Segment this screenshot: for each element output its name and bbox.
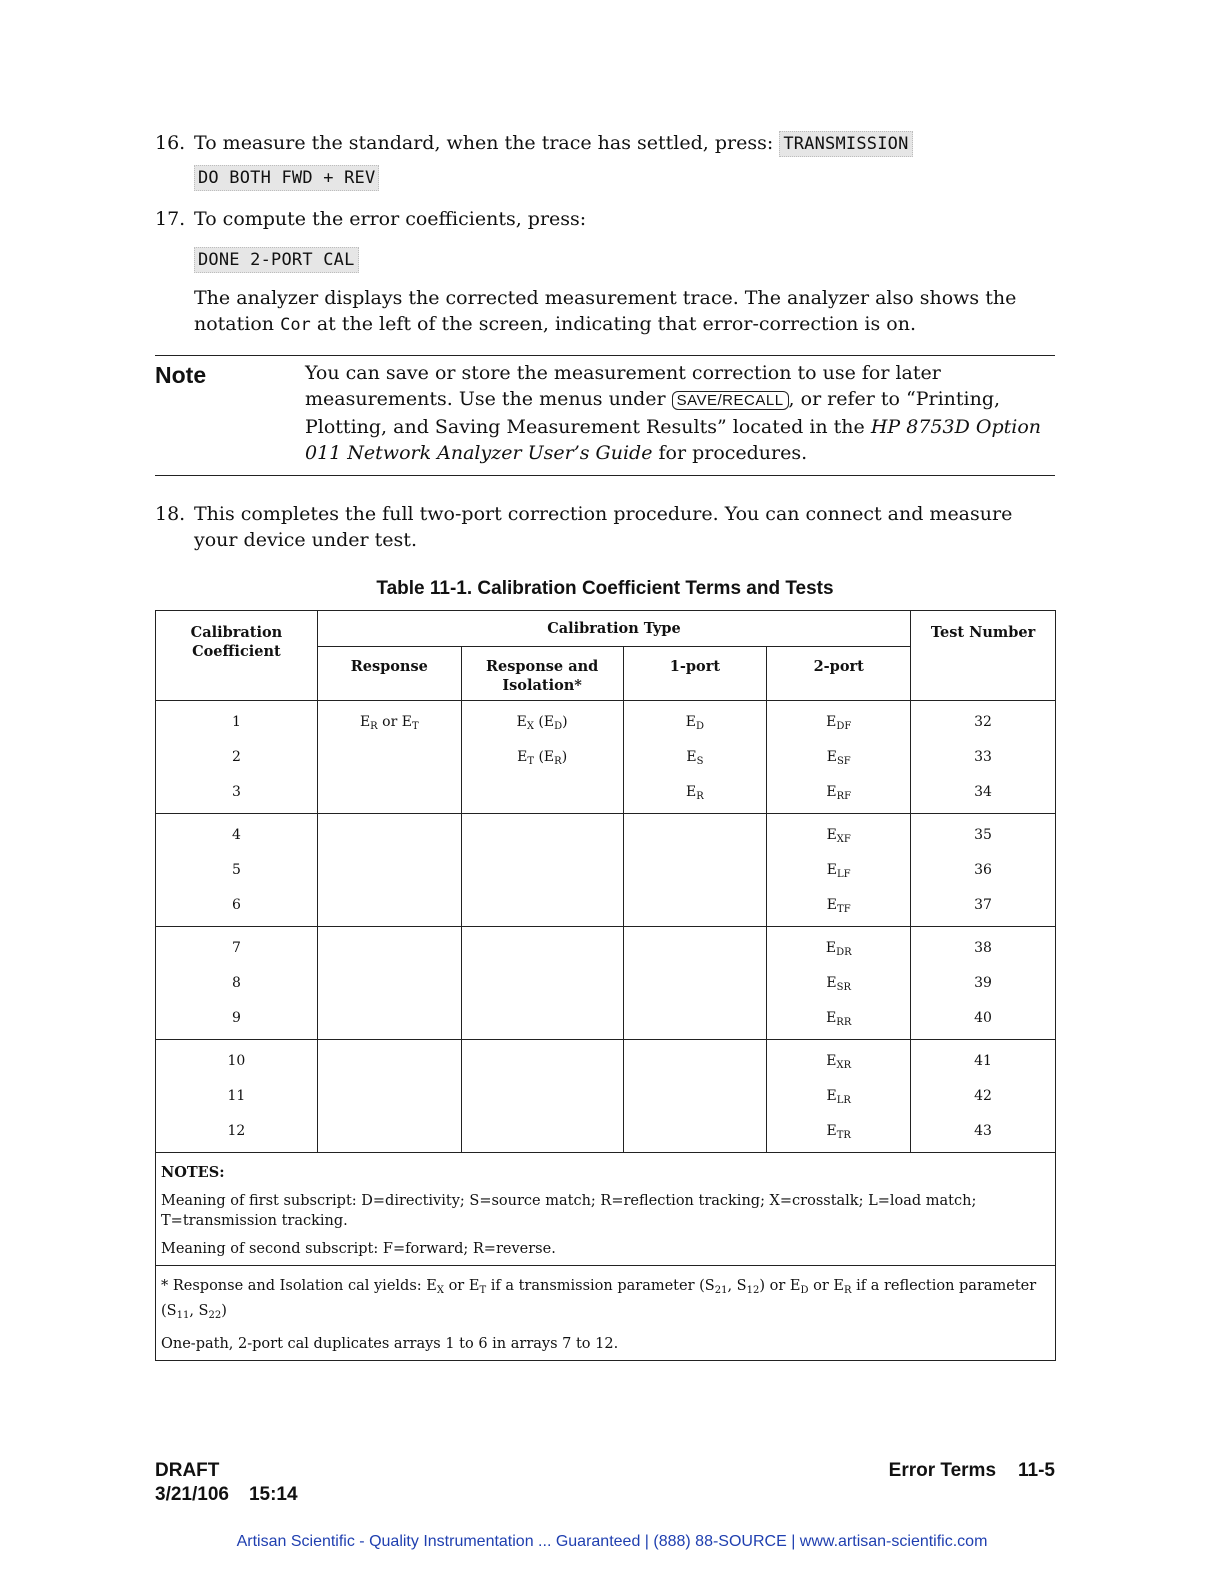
table-cell-line xyxy=(318,934,461,969)
table-cell-line: $E_{DF}$ xyxy=(826,714,852,732)
table-cell-line xyxy=(462,1117,623,1152)
cell-test-number xyxy=(911,814,1056,927)
cell-test-number xyxy=(911,927,1056,1040)
cell-coefficient xyxy=(156,814,318,927)
table-cell-line xyxy=(462,856,623,891)
step-17-paragraph: The analyzer displays the corrected measurement trace. The analyzer also shows the notation Cor at the left of the screen, indicating that error-correction is on. xyxy=(194,287,1017,335)
table-cell-line: $E_X$ $(E_D)$ xyxy=(516,714,568,732)
table-cell-line xyxy=(462,1082,623,1117)
step-number: 17. xyxy=(155,208,186,230)
cell-1-port xyxy=(623,701,767,814)
table-cell-line: 11 xyxy=(227,1088,246,1104)
step-text: To compute the error coefficients, press: xyxy=(194,208,587,230)
table-cell-line xyxy=(624,1004,767,1039)
note-text: You can save or store the measurement correction to use for later measurements. Use the menus under SAVE/RECALL , or refer to “Printing, Plotting, and Saving Measurement Results” located in the HP 8753D Option 011 Network Analyzer User’s Guide for procedures. xyxy=(305,362,1041,464)
table-cell-line: 39 xyxy=(974,975,992,991)
cell-response-isolation xyxy=(461,927,623,1040)
table-footnotes xyxy=(156,1266,1056,1361)
note-label: Note xyxy=(155,362,207,388)
header-response: Response xyxy=(317,647,461,701)
cell-test-number xyxy=(911,701,1056,814)
artisan-banner[interactable]: Artisan Scientific - Quality Instrumentation ... Guaranteed | (888) 88-SOURCE | www.artisan-scientific.com xyxy=(236,1533,988,1550)
table-cell-line: 4 xyxy=(231,827,241,843)
table-notes xyxy=(156,1153,1056,1266)
table-cell-line: 6 xyxy=(231,897,241,913)
table-cell-line: 37 xyxy=(974,897,992,913)
note-second-subscript: Meaning of second subscript: F=forward; R=reverse. xyxy=(161,1241,556,1257)
table-row-group xyxy=(156,814,1056,927)
table-cell-line xyxy=(318,891,461,926)
table-cell-line xyxy=(624,1082,767,1117)
table-cell-line xyxy=(318,821,461,856)
table-cell-line: 36 xyxy=(974,862,992,878)
table-cell-line xyxy=(318,969,461,1004)
table-cell-line xyxy=(318,856,461,891)
table-cell-line: 2 xyxy=(231,749,241,765)
table-cell-line xyxy=(318,778,461,813)
cell-response xyxy=(317,814,461,927)
table-cell-line: 43 xyxy=(974,1123,992,1139)
table-cell-line: $E_{TR}$ xyxy=(826,1123,851,1141)
header-response-isolation: Response and Isolation* xyxy=(461,647,623,701)
section-title: Error Terms xyxy=(888,1460,997,1481)
table-cell-line xyxy=(462,1047,623,1082)
footer-date: 3/21/106 xyxy=(155,1484,229,1505)
cor-notation: Cor xyxy=(280,315,311,335)
table-cell-line: $E_R$ xyxy=(686,784,704,802)
table-cell-line: $E_{SR}$ xyxy=(826,975,852,993)
table-cell-line: 9 xyxy=(231,1010,241,1026)
step-number: 18. xyxy=(155,503,186,525)
save-recall-hardkey[interactable]: SAVE/RECALL xyxy=(672,391,789,410)
table-cell-line xyxy=(624,856,767,891)
table-cell-line: $E_{LR}$ xyxy=(826,1088,851,1106)
cell-coefficient xyxy=(156,927,318,1040)
cell-coefficient xyxy=(156,701,318,814)
done-2-port-cal-key[interactable]: DONE 2-PORT CAL xyxy=(194,247,359,273)
table-cell-line: $E_{TF}$ xyxy=(826,897,851,915)
table-cell-line: 5 xyxy=(231,862,241,878)
cell-response-isolation xyxy=(461,701,623,814)
step-text: To measure the standard, when the trace has settled, press: xyxy=(194,132,774,154)
cell-response-isolation xyxy=(461,1040,623,1153)
cell-response xyxy=(317,1040,461,1153)
table-cell-line xyxy=(318,1082,461,1117)
cell-response xyxy=(317,927,461,1040)
cell-coefficient xyxy=(156,1040,318,1153)
table-cell-line: $E_{LF}$ xyxy=(826,862,851,880)
table-cell-line xyxy=(462,934,623,969)
table-cell-line: 35 xyxy=(974,827,992,843)
table-cell-line xyxy=(624,821,767,856)
cell-test-number xyxy=(911,1040,1056,1153)
table-cell-line xyxy=(624,891,767,926)
step-text: This completes the full two-port correction procedure. You can connect and measure your device under test. xyxy=(194,503,1013,551)
table-row-group xyxy=(156,927,1056,1040)
table-cell-line xyxy=(318,743,461,778)
footer-draft: DRAFT 3/21/106 15:14 xyxy=(155,1460,298,1505)
table-cell-line xyxy=(318,1047,461,1082)
cell-response-isolation xyxy=(461,814,623,927)
table-row-group xyxy=(156,701,1056,814)
note-top-rule xyxy=(155,355,1055,356)
table-cell-line: $E_{XR}$ xyxy=(826,1053,852,1071)
footer-section xyxy=(889,1459,1055,1483)
header-2-port: 2-port xyxy=(767,647,911,701)
table-cell-line xyxy=(624,1047,767,1082)
header-1-port: 1-port xyxy=(623,647,767,701)
table-cell-line xyxy=(462,1004,623,1039)
table-cell-line: $E_{SF}$ xyxy=(826,749,851,767)
table-cell-line: 10 xyxy=(227,1053,246,1069)
footer-time: 15:14 xyxy=(248,1484,298,1505)
table-cell-line: 3 xyxy=(231,784,241,800)
header-calibration-coefficient: Calibration Coefficient xyxy=(156,611,318,701)
table-cell-line: $E_{RF}$ xyxy=(826,784,852,802)
cell-response xyxy=(317,701,461,814)
table-cell-line: 40 xyxy=(974,1010,992,1026)
table-cell-line xyxy=(318,1004,461,1039)
table-cell-line: $E_{XF}$ xyxy=(826,827,851,845)
table-title: Table 11-1. Calibration Coefficient Terms and Tests xyxy=(376,578,834,599)
table-cell-line: 32 xyxy=(974,714,992,730)
header-test-number: Test Number xyxy=(911,611,1056,701)
table-cell-line: $E_{RR}$ xyxy=(826,1010,852,1028)
note-bottom-rule xyxy=(155,475,1055,476)
transmission-key[interactable]: TRANSMISSION xyxy=(779,131,912,157)
header-calibration-type: Calibration Type xyxy=(317,611,910,647)
table-cell-line xyxy=(462,778,623,813)
table-cell-line: $E_{DR}$ xyxy=(825,940,852,958)
table-cell-line: $E_D$ xyxy=(685,714,705,732)
cell-2-port xyxy=(767,701,911,814)
table-cell-line xyxy=(624,934,767,969)
table-cell-line: 42 xyxy=(974,1088,992,1104)
footnote-response-isolation: * Response and Isolation cal yields: $E_X$ or $E_T$ if a transmission parameter ($S_{21}$, $S_{12}$) or $E_D$ or $E_R$ if a reflection parameter ($S_{11}$, $S_{22}$) xyxy=(161,1278,1037,1321)
table-cell-line: 34 xyxy=(974,784,992,800)
table-cell-line: 41 xyxy=(974,1053,992,1069)
table-cell-line: 38 xyxy=(974,940,992,956)
cell-2-port xyxy=(767,814,911,927)
guide-title: HP 8753D Option 011 Network Analyzer User’s Guide xyxy=(305,416,1041,464)
table-cell-line xyxy=(624,969,767,1004)
notes-heading: NOTES: xyxy=(161,1164,225,1181)
table-cell-line: 1 xyxy=(231,714,241,730)
calibration-table xyxy=(155,610,1056,1361)
cell-1-port xyxy=(623,927,767,1040)
table-row-group xyxy=(156,1040,1056,1153)
note-one-path: One-path, 2-port cal duplicates arrays 1 to 6 in arrays 7 to 12. xyxy=(161,1336,619,1352)
table-cell-line xyxy=(462,969,623,1004)
note-first-subscript: Meaning of first subscript: D=directivity; S=source match; R=reflection tracking; X=crosstalk; L=load match; T=transmission tracking. xyxy=(161,1193,977,1229)
cell-1-port xyxy=(623,1040,767,1153)
table-cell-line xyxy=(462,821,623,856)
table-cell-line xyxy=(624,1117,767,1152)
page-number: 11-5 xyxy=(1018,1460,1055,1481)
table-cell-line xyxy=(318,1117,461,1152)
cell-2-port xyxy=(767,927,911,1040)
table-cell-line: 8 xyxy=(231,975,241,991)
table-cell-line: $E_S$ xyxy=(686,749,704,767)
cell-1-port xyxy=(623,814,767,927)
table-cell-line: $E_T$ $(E_R)$ xyxy=(517,749,568,767)
cell-2-port xyxy=(767,1040,911,1153)
table-cell-line: 7 xyxy=(231,940,241,956)
step-number: 16. xyxy=(155,132,186,154)
table-cell-line: 12 xyxy=(227,1123,246,1139)
do-both-fwd-rev-key[interactable]: DO BOTH FWD + REV xyxy=(194,165,379,191)
table-cell-line: 33 xyxy=(974,749,992,765)
table-cell-line xyxy=(462,891,623,926)
table-cell-line: $E_R$ or $E_T$ xyxy=(359,714,419,732)
